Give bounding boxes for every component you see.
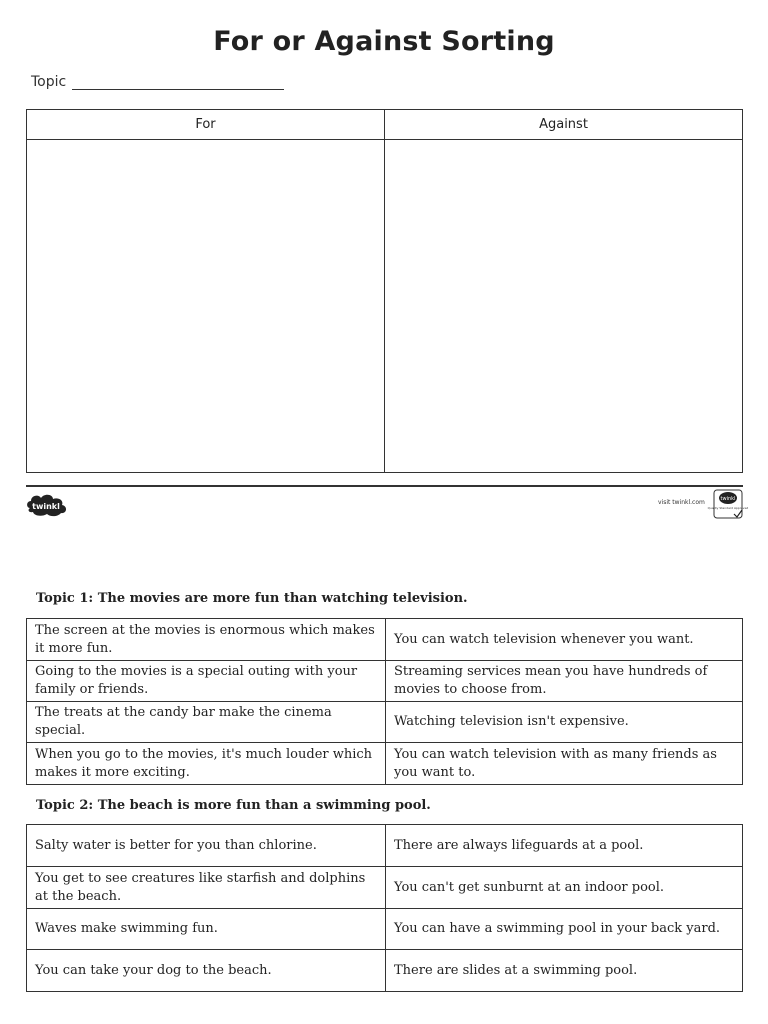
table-row bbox=[27, 702, 743, 743]
twinkl-logo-icon bbox=[24, 490, 70, 518]
table-row bbox=[27, 909, 743, 950]
for-column-area[interactable] bbox=[27, 140, 385, 472]
quality-badge-icon bbox=[707, 488, 749, 520]
table-row bbox=[27, 825, 743, 867]
badge-text: twinkl bbox=[720, 496, 736, 502]
topic1-statements-table bbox=[26, 618, 743, 785]
statement-card[interactable]: Salty water is better for you than chlorine. bbox=[27, 825, 386, 867]
statement-card[interactable]: You get to see creatures like starfish and dolphins at the beach. bbox=[27, 867, 386, 909]
page-title: For or Against Sorting bbox=[213, 26, 555, 57]
statement-card[interactable]: There are always lifeguards at a pool. bbox=[386, 825, 743, 867]
topic2-heading: Topic 2: The beach is more fun than a swimming pool. bbox=[36, 798, 431, 813]
statement-card[interactable]: You can watch television with as many friends as you want to. bbox=[386, 743, 743, 785]
against-column-area[interactable] bbox=[385, 140, 742, 472]
statement-card[interactable]: You can have a swimming pool in your back yard. bbox=[386, 909, 743, 950]
statement-card[interactable]: You can take your dog to the beach. bbox=[27, 950, 386, 992]
against-column-header: Against bbox=[385, 110, 742, 140]
statement-card[interactable]: Watching television isn't expensive. bbox=[386, 702, 743, 743]
topic-answer-line[interactable] bbox=[72, 75, 284, 90]
table-row bbox=[27, 619, 743, 661]
table-row bbox=[27, 950, 743, 992]
statement-card[interactable]: You can watch television whenever you want. bbox=[386, 619, 743, 661]
logo-text: twinkl bbox=[32, 502, 60, 511]
visit-link[interactable]: visit twinkl.com bbox=[658, 499, 705, 506]
statement-card[interactable]: There are slides at a swimming pool. bbox=[386, 950, 743, 992]
topic2-statements-table bbox=[26, 824, 743, 992]
statement-card[interactable]: Waves make swimming fun. bbox=[27, 909, 386, 950]
table-row bbox=[27, 743, 743, 785]
topic-line bbox=[31, 74, 284, 90]
for-against-table bbox=[26, 109, 743, 473]
for-column-header: For bbox=[27, 110, 385, 140]
statement-card[interactable]: The screen at the movies is enormous which makes it more fun. bbox=[27, 619, 386, 661]
topic1-heading: Topic 1: The movies are more fun than watching television. bbox=[36, 591, 468, 606]
topic-label: Topic bbox=[31, 74, 67, 90]
table-row bbox=[27, 661, 743, 702]
footer-divider bbox=[26, 485, 743, 487]
badge-subtext: Quality Standard Approved bbox=[707, 506, 749, 510]
statement-card[interactable]: When you go to the movies, it's much louder which makes it more exciting. bbox=[27, 743, 386, 785]
statement-card[interactable]: The treats at the candy bar make the cinema special. bbox=[27, 702, 386, 743]
table-row bbox=[27, 867, 743, 909]
statement-card[interactable]: You can't get sunburnt at an indoor pool. bbox=[386, 867, 743, 909]
statement-card[interactable]: Streaming services mean you have hundreds of movies to choose from. bbox=[386, 661, 743, 702]
statement-card[interactable]: Going to the movies is a special outing with your family or friends. bbox=[27, 661, 386, 702]
